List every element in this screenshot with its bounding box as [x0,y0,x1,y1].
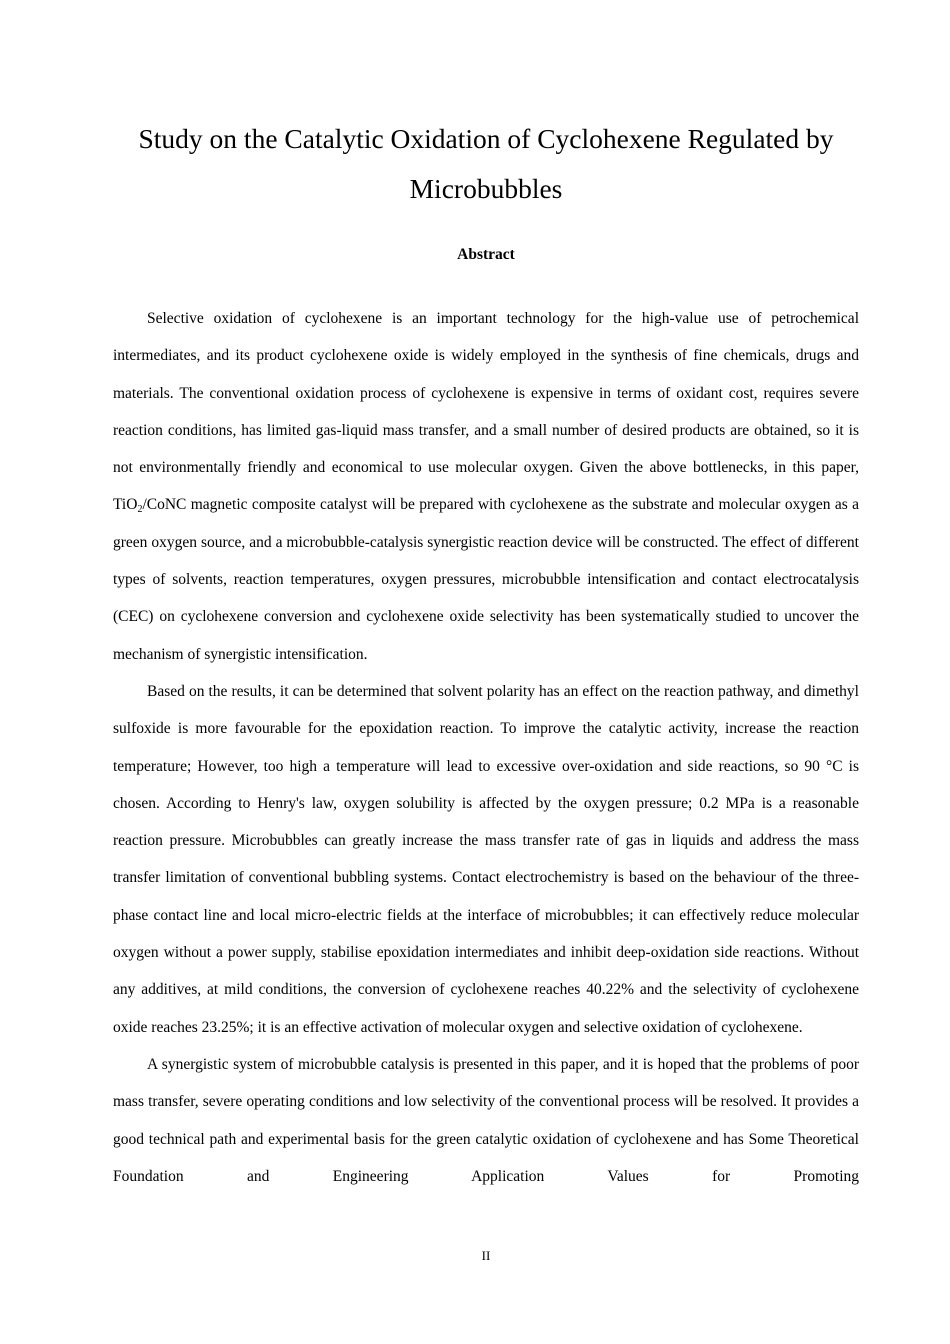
abstract-paragraph-2: Based on the results, it can be determined that solvent polarity has an effect on the reaction pathway, and dimethyl sulfoxide is more favourable for the epoxidation reaction. To improve the catalytic activity, increase the reaction temperature; However, too high a temperature will lead to excessive over-oxidation and side reactions, so 90 °C is chosen. According to Henry's law, oxygen solubility is affected by the oxygen pressure; 0.2 MPa is a reasonable reaction pressure. Microbubbles can greatly increase the mass transfer rate of gas in liquids and address the mass transfer limitation of conventional bubbling systems. Contact electrochemistry is based on the behaviour of the three-phase contact line and local micro-electric fields at the interface of microbubbles; it can effectively reduce molecular oxygen without a power supply, stabilise epoxidation intermediates and inhibit deep-oxidation side reactions. Without any additives, at mild conditions, the conversion of cyclohexene reaches 40.22% and the selectivity of cyclohexene oxide reaches 23.25%; it is an effective activation of molecular oxygen and selective oxidation of cyclohexene. [113,682,859,1036]
abstract-heading: Abstract [457,246,515,263]
subscript-2: 2 [137,504,143,516]
abstract-body [113,300,859,1195]
page-number: II [481,1248,491,1263]
document-title: Study on the Catalytic Oxidation of Cyclohexene Regulated by Microbubbles [138,123,834,204]
paragraph-1-text-a: Selective oxidation of cyclohexene is an important technology for the high-value use of petrochemical intermediates, and its product cyclohexene oxide is widely employed in the synthesis of fine chemicals, drugs and materials. The conventional oxidation process of cyclohexene is expensive in terms of oxidant cost, requires severe reaction conditions, has limited gas-liquid mass transfer, and a small number of desired products are obtained, so it is not environmentally friendly and economical to use molecular oxygen. Given the above bottlenecks, in this paper, TiO [113,310,859,514]
abstract-paragraph-3: A synergistic system of microbubble catalysis is presented in this paper, and it is hoped that the problems of poor mass transfer, severe operating conditions and low selectivity of the conventional process will be resolved. It provides a good technical path and experimental basis for the green catalytic oxidation of cyclohexene and has Some Theoretical Foundation and Engineering Application Values for Promoting [113,1055,859,1185]
abstract-paragraph-1 [113,300,859,673]
paragraph-1-text-b: /CoNC magnetic composite catalyst will be prepared with cyclohexene as the substrate and molecular oxygen as a green oxygen source, and a microbubble-catalysis synergistic reaction device will be constructed. The effect of different types of solvents, reaction temperatures, oxygen pressures, microbubble intensification and contact electrocatalysis (CEC) on cyclohexene conversion and cyclohexene oxide selectivity has been systematically studied to uncover the mechanism of synergistic intensification. [113,496,859,663]
